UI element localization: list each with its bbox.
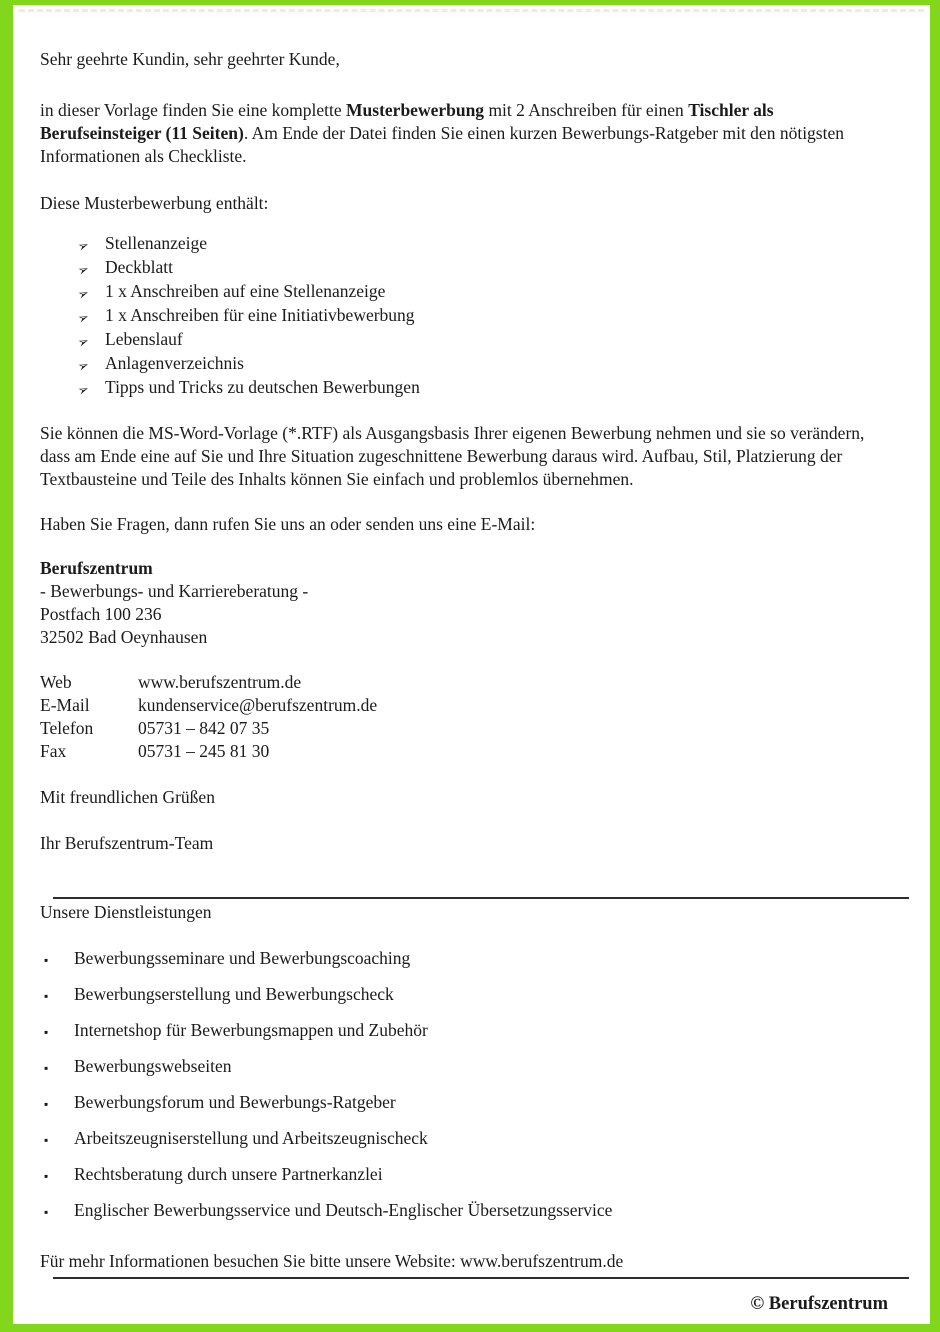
contact-row-email [40, 694, 906, 717]
company-subtitle: - Bewerbungs- und Karriereberatung - [40, 581, 309, 601]
signature-line: Ihr Berufszentrum-Team [40, 833, 214, 853]
square-bullet-icon: ▪ [44, 1025, 49, 1039]
website-url: www.berufszentrum.de [138, 672, 302, 692]
intro-paragraph [40, 99, 885, 168]
services-heading: Unsere Dienstleistungen [40, 902, 212, 922]
intro-text: in dieser Vorlage finden Sie eine komplette [40, 100, 347, 120]
list-item [44, 1127, 906, 1152]
contact-row-web [40, 671, 906, 694]
square-bullet-icon: ▪ [44, 1205, 49, 1219]
arrow-bullet-icon: ➢ [75, 308, 92, 327]
square-bullet-icon: ▪ [44, 1097, 49, 1111]
list-item [44, 1019, 906, 1044]
arrow-bullet-icon: ➢ [75, 380, 92, 399]
list-item-label: Lebenslauf [105, 329, 183, 349]
questions-line: Haben Sie Fragen, dann rufen Sie uns an oder senden uns eine E-Mail: [40, 514, 536, 534]
list-item-label: Anlagenverzeichnis [105, 353, 244, 373]
contents-heading: Diese Musterbewerbung enthält: [40, 193, 269, 213]
list-item [75, 376, 906, 400]
contact-row-phone [40, 717, 906, 740]
company-block [40, 557, 906, 649]
company-address-pobox: Postfach 100 236 [40, 604, 162, 624]
list-item [44, 983, 906, 1008]
square-bullet-icon: ▪ [44, 1133, 49, 1147]
list-item-label: Arbeitszeugniserstellung und Arbeitszeugnischeck [74, 1128, 428, 1148]
phone-number: 05731 – 842 07 35 [138, 718, 270, 738]
divider [53, 1277, 909, 1279]
contact-label: Telefon [40, 718, 94, 738]
usage-paragraph: Sie können die MS-Word-Vorlage (*.RTF) als Ausgangsbasis Ihrer eigenen Bewerbung nehmen und sie so verändern, dass am Ende eine auf Sie und Ihre Situation zugeschnittene Bewerbung daraus wird. Aufbau, Stil, Platzierung der Textbausteine und Teile des Inhalts können Sie einfach und problemlos übernehmen. [40, 423, 865, 489]
divider [53, 897, 909, 899]
list-item [75, 352, 906, 376]
arrow-bullet-icon: ➢ [75, 284, 92, 303]
square-bullet-icon: ▪ [44, 953, 49, 967]
square-bullet-icon: ▪ [44, 1169, 49, 1183]
contact-label: Web [40, 672, 72, 692]
list-item [44, 1163, 906, 1188]
list-item-label: 1 x Anschreiben für eine Initiativbewerbung [105, 305, 415, 325]
square-bullet-icon: ▪ [44, 989, 49, 1003]
list-item [75, 304, 906, 328]
list-item [44, 947, 906, 972]
list-item-label: Englischer Bewerbungsservice und Deutsch-Englischer Übersetzungsservice [74, 1200, 613, 1220]
footer-info-line: Für mehr Informationen besuchen Sie bitte unsere Website: www.berufszentrum.de [40, 1251, 624, 1271]
intro-bold-tischler: Tischler als Berufseinsteiger (11 Seiten) [40, 100, 774, 143]
contact-label: Fax [40, 741, 67, 761]
list-item-label: Bewerbungserstellung und Bewerbungscheck [74, 984, 394, 1004]
list-item-label: Bewerbungsforum und Bewerbungs-Ratgeber [74, 1092, 396, 1112]
contents-list [40, 232, 906, 400]
list-item [44, 1091, 906, 1116]
company-address-city: 32502 Bad Oeynhausen [40, 627, 208, 647]
list-item [75, 328, 906, 352]
list-item [75, 280, 906, 304]
list-item [75, 232, 906, 256]
list-item-label: Rechtsberatung durch unsere Partnerkanzlei [74, 1164, 383, 1184]
intro-bold-musterbewerbung: Musterbewerbung [346, 100, 485, 120]
list-item-label: Tipps und Tricks zu deutschen Bewerbungen [105, 377, 420, 397]
contact-label: E-Mail [40, 695, 90, 715]
list-item-label: Stellenanzeige [105, 233, 208, 253]
company-name: Berufszentrum [40, 558, 153, 578]
list-item [75, 256, 906, 280]
contact-row-fax [40, 740, 906, 763]
services-list [40, 947, 906, 1224]
list-item-label: Bewerbungswebseiten [74, 1056, 232, 1076]
list-item-label: Internetshop für Bewerbungsmappen und Zubehör [74, 1020, 428, 1040]
intro-text: . Am Ende der Datei finden Sie einen kurzen Bewerbungs-Ratgeber mit den nötigsten Informationen als Checkliste. [40, 123, 844, 166]
copyright-notice: © Berufszentrum [750, 1294, 888, 1314]
contact-table [40, 671, 906, 763]
closing-line: Mit freundlichen Grüßen [40, 787, 215, 807]
scan-artifact-line [19, 9, 924, 12]
arrow-bullet-icon: ➢ [75, 236, 92, 255]
arrow-bullet-icon: ➢ [75, 356, 92, 375]
list-item [44, 1055, 906, 1080]
square-bullet-icon: ▪ [44, 1061, 49, 1075]
greeting-line: Sehr geehrte Kundin, sehr geehrter Kunde, [40, 49, 340, 69]
email-address: kundenservice@berufszentrum.de [138, 695, 378, 715]
list-item-label: 1 x Anschreiben auf eine Stellenanzeige [105, 281, 386, 301]
list-item-label: Deckblatt [105, 257, 174, 277]
list-item-label: Bewerbungsseminare und Bewerbungscoaching [74, 948, 411, 968]
intro-text: mit 2 Anschreiben für einen [484, 100, 689, 120]
arrow-bullet-icon: ➢ [75, 332, 92, 351]
list-item [44, 1199, 906, 1224]
arrow-bullet-icon: ➢ [75, 260, 92, 279]
document-page [13, 5, 930, 1324]
fax-number: 05731 – 245 81 30 [138, 741, 270, 761]
